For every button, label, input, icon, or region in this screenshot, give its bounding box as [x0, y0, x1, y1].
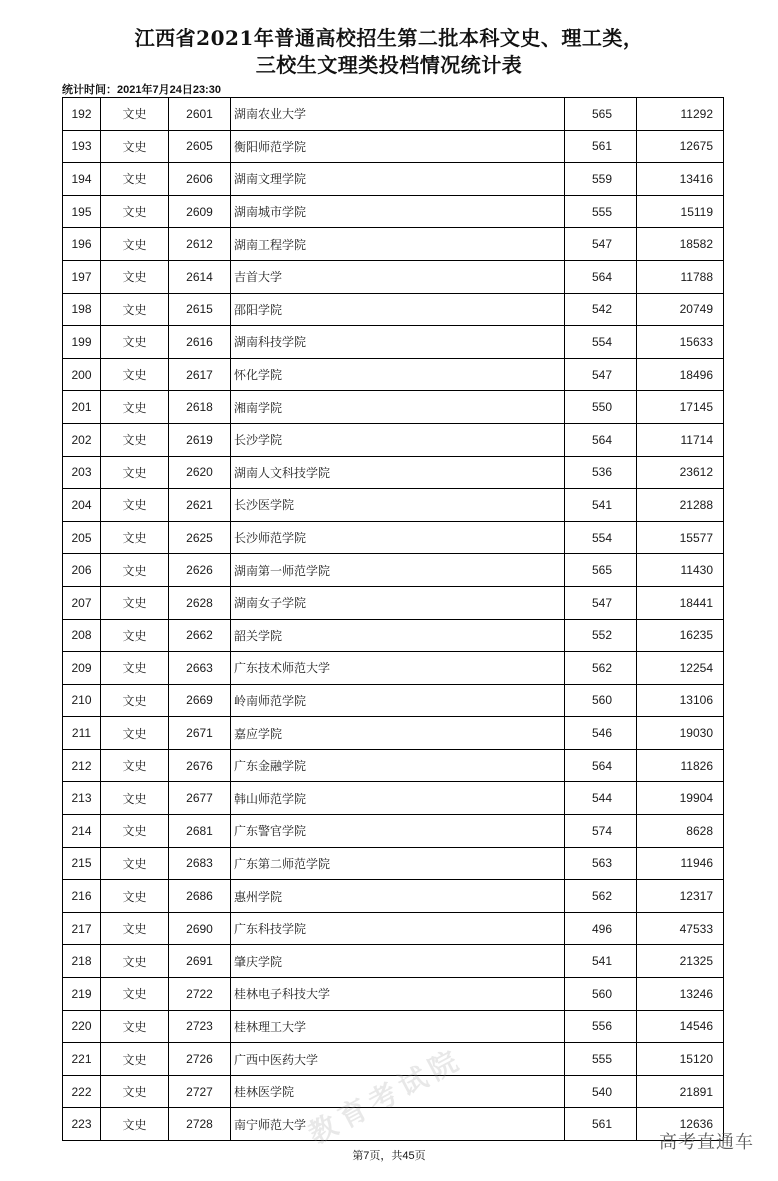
cell-min-score: 541 [565, 945, 637, 978]
cell-row-index: 197 [63, 260, 101, 293]
cell-min-score: 550 [565, 391, 637, 424]
cell-school-name: 惠州学院 [231, 880, 565, 913]
cell-school-code: 2662 [169, 619, 231, 652]
table-row [63, 423, 724, 456]
cell-min-score: 536 [565, 456, 637, 489]
cell-min-rank: 11292 [637, 98, 724, 131]
cell-row-index: 222 [63, 1075, 101, 1108]
cell-min-rank: 15633 [637, 326, 724, 359]
cell-min-score: 541 [565, 489, 637, 522]
cell-school-name: 湖南农业大学 [231, 98, 565, 131]
cell-school-name: 桂林电子科技大学 [231, 978, 565, 1011]
cell-row-index: 209 [63, 652, 101, 685]
cell-min-rank: 17145 [637, 391, 724, 424]
cell-row-index: 205 [63, 521, 101, 554]
cell-min-score: 546 [565, 717, 637, 750]
cell-category: 文史 [101, 391, 169, 424]
cell-category: 文史 [101, 749, 169, 782]
cell-school-name: 怀化学院 [231, 358, 565, 391]
cell-school-code: 2618 [169, 391, 231, 424]
cell-min-rank: 15119 [637, 195, 724, 228]
cell-min-rank: 11430 [637, 554, 724, 587]
cell-min-rank: 19904 [637, 782, 724, 815]
cell-min-rank: 16235 [637, 619, 724, 652]
cell-school-code: 2626 [169, 554, 231, 587]
cell-school-code: 2690 [169, 912, 231, 945]
cell-row-index: 199 [63, 326, 101, 359]
cell-min-rank: 12675 [637, 130, 724, 163]
cell-row-index: 201 [63, 391, 101, 424]
table-row [63, 163, 724, 196]
table-row [63, 456, 724, 489]
cell-min-score: 561 [565, 130, 637, 163]
cell-school-name: 韩山师范学院 [231, 782, 565, 815]
cell-min-score: 547 [565, 228, 637, 261]
cell-category: 文史 [101, 456, 169, 489]
cell-school-code: 2728 [169, 1108, 231, 1141]
cell-min-rank: 12317 [637, 880, 724, 913]
cell-school-code: 2621 [169, 489, 231, 522]
cell-school-name: 长沙医学院 [231, 489, 565, 522]
cell-school-code: 2605 [169, 130, 231, 163]
cell-row-index: 208 [63, 619, 101, 652]
cell-min-score: 560 [565, 978, 637, 1011]
table-row [63, 489, 724, 522]
cell-min-score: 544 [565, 782, 637, 815]
cell-category: 文史 [101, 782, 169, 815]
cell-category: 文史 [101, 130, 169, 163]
cell-school-code: 2601 [169, 98, 231, 131]
page-title-line2: 三校生文理类投档情况统计表 [255, 53, 523, 77]
cell-row-index: 193 [63, 130, 101, 163]
cell-min-rank: 19030 [637, 717, 724, 750]
cell-row-index: 218 [63, 945, 101, 978]
cell-min-rank: 18582 [637, 228, 724, 261]
cell-school-name: 韶关学院 [231, 619, 565, 652]
cell-school-code: 2722 [169, 978, 231, 1011]
cell-min-rank: 15120 [637, 1043, 724, 1076]
cell-school-name: 湖南女子学院 [231, 586, 565, 619]
table-row [63, 1010, 724, 1043]
cell-row-index: 215 [63, 847, 101, 880]
table-row [63, 815, 724, 848]
cell-min-score: 547 [565, 358, 637, 391]
cell-school-name: 广东警官学院 [231, 815, 565, 848]
table-row [63, 228, 724, 261]
cell-min-score: 564 [565, 749, 637, 782]
cell-school-code: 2681 [169, 815, 231, 848]
cell-category: 文史 [101, 880, 169, 913]
cell-row-index: 221 [63, 1043, 101, 1076]
cell-row-index: 200 [63, 358, 101, 391]
table-row [63, 945, 724, 978]
cell-category: 文史 [101, 619, 169, 652]
cell-min-score: 556 [565, 1010, 637, 1043]
cell-category: 文史 [101, 293, 169, 326]
cell-row-index: 195 [63, 195, 101, 228]
cell-school-name: 衡阳师范学院 [231, 130, 565, 163]
cell-min-score: 542 [565, 293, 637, 326]
cell-row-index: 210 [63, 684, 101, 717]
cell-school-name: 桂林医学院 [231, 1075, 565, 1108]
cell-row-index: 203 [63, 456, 101, 489]
cell-row-index: 196 [63, 228, 101, 261]
cell-min-rank: 11826 [637, 749, 724, 782]
table-body [63, 98, 724, 1141]
table-row [63, 652, 724, 685]
cell-row-index: 220 [63, 1010, 101, 1043]
cell-category: 文史 [101, 912, 169, 945]
cell-school-name: 嘉应学院 [231, 717, 565, 750]
cell-row-index: 217 [63, 912, 101, 945]
cell-row-index: 212 [63, 749, 101, 782]
page-number: 第7页，共45页 [352, 1150, 426, 1162]
cell-min-score: 562 [565, 880, 637, 913]
cell-row-index: 219 [63, 978, 101, 1011]
cell-min-score: 554 [565, 521, 637, 554]
cell-min-score: 560 [565, 684, 637, 717]
cell-min-rank: 12254 [637, 652, 724, 685]
cell-row-index: 192 [63, 98, 101, 131]
cell-row-index: 202 [63, 423, 101, 456]
cell-min-rank: 23612 [637, 456, 724, 489]
cell-min-score: 564 [565, 423, 637, 456]
cell-category: 文史 [101, 195, 169, 228]
table-row [63, 880, 724, 913]
cell-category: 文史 [101, 815, 169, 848]
cell-category: 文史 [101, 1075, 169, 1108]
cell-school-code: 2727 [169, 1075, 231, 1108]
cell-school-name: 长沙学院 [231, 423, 565, 456]
cell-category: 文史 [101, 945, 169, 978]
cell-min-rank: 21288 [637, 489, 724, 522]
table-row [63, 749, 724, 782]
cell-category: 文史 [101, 717, 169, 750]
cell-category: 文史 [101, 586, 169, 619]
cell-min-rank: 14546 [637, 1010, 724, 1043]
cell-school-name: 湖南工程学院 [231, 228, 565, 261]
cell-row-index: 204 [63, 489, 101, 522]
cell-school-name: 岭南师范学院 [231, 684, 565, 717]
cell-school-name: 吉首大学 [231, 260, 565, 293]
cell-category: 文史 [101, 554, 169, 587]
table-row [63, 782, 724, 815]
cell-category: 文史 [101, 684, 169, 717]
cell-category: 文史 [101, 652, 169, 685]
table-row [63, 130, 724, 163]
cell-category: 文史 [101, 358, 169, 391]
cell-row-index: 216 [63, 880, 101, 913]
brand-logo-text: 高考直通车 [659, 1132, 754, 1153]
cell-min-score: 540 [565, 1075, 637, 1108]
table-row [63, 978, 724, 1011]
cell-row-index: 194 [63, 163, 101, 196]
cell-school-code: 2617 [169, 358, 231, 391]
cell-min-rank: 15577 [637, 521, 724, 554]
cell-row-index: 206 [63, 554, 101, 587]
cell-min-rank: 11788 [637, 260, 724, 293]
cell-category: 文史 [101, 260, 169, 293]
cell-school-name: 广东第二师范学院 [231, 847, 565, 880]
cell-min-score: 565 [565, 554, 637, 587]
cell-category: 文史 [101, 847, 169, 880]
table-row [63, 358, 724, 391]
cell-category: 文史 [101, 423, 169, 456]
cell-school-name: 桂林理工大学 [231, 1010, 565, 1043]
cell-min-rank: 13416 [637, 163, 724, 196]
cell-category: 文史 [101, 326, 169, 359]
cell-min-rank: 21891 [637, 1075, 724, 1108]
cell-school-code: 2612 [169, 228, 231, 261]
table-row [63, 260, 724, 293]
cell-category: 文史 [101, 98, 169, 131]
cell-school-code: 2726 [169, 1043, 231, 1076]
table-row [63, 554, 724, 587]
table-row [63, 912, 724, 945]
cell-min-rank: 21325 [637, 945, 724, 978]
cell-min-rank: 13246 [637, 978, 724, 1011]
cell-category: 文史 [101, 1010, 169, 1043]
cell-school-name: 湖南城市学院 [231, 195, 565, 228]
cell-row-index: 207 [63, 586, 101, 619]
cell-school-code: 2683 [169, 847, 231, 880]
watermark: 教育考试院 [302, 1041, 469, 1151]
cell-school-name: 广东金融学院 [231, 749, 565, 782]
table-row [63, 293, 724, 326]
cell-school-name: 广东技术师范大学 [231, 652, 565, 685]
table-row [63, 847, 724, 880]
table-row [63, 717, 724, 750]
cell-min-score: 562 [565, 652, 637, 685]
cell-min-rank: 18441 [637, 586, 724, 619]
cell-school-code: 2691 [169, 945, 231, 978]
cell-min-rank: 13106 [637, 684, 724, 717]
cell-min-score: 565 [565, 98, 637, 131]
cell-school-name: 广东科技学院 [231, 912, 565, 945]
table-row [63, 684, 724, 717]
cell-school-name: 湖南科技学院 [231, 326, 565, 359]
cell-school-code: 2614 [169, 260, 231, 293]
cell-min-rank: 20749 [637, 293, 724, 326]
cell-school-code: 2609 [169, 195, 231, 228]
cell-min-score: 554 [565, 326, 637, 359]
cell-min-rank: 8628 [637, 815, 724, 848]
table-row [63, 619, 724, 652]
cell-row-index: 198 [63, 293, 101, 326]
cell-min-score: 547 [565, 586, 637, 619]
cell-min-score: 552 [565, 619, 637, 652]
cell-school-name: 广西中医药大学 [231, 1043, 565, 1076]
cell-school-name: 邵阳学院 [231, 293, 565, 326]
cell-min-rank: 47533 [637, 912, 724, 945]
cell-category: 文史 [101, 521, 169, 554]
cell-school-name: 长沙师范学院 [231, 521, 565, 554]
cell-row-index: 223 [63, 1108, 101, 1141]
cell-category: 文史 [101, 489, 169, 522]
table-row [63, 521, 724, 554]
cell-school-code: 2615 [169, 293, 231, 326]
cell-school-name: 湖南人文科技学院 [231, 456, 565, 489]
cell-school-code: 2671 [169, 717, 231, 750]
cell-category: 文史 [101, 163, 169, 196]
cell-school-code: 2669 [169, 684, 231, 717]
cell-category: 文史 [101, 1108, 169, 1141]
cell-school-code: 2723 [169, 1010, 231, 1043]
cell-school-name: 肇庆学院 [231, 945, 565, 978]
statistics-time: 统计时间：2021年7月24日23:30 [62, 84, 221, 96]
cell-school-code: 2628 [169, 586, 231, 619]
cell-school-name: 湘南学院 [231, 391, 565, 424]
table-row [63, 326, 724, 359]
cell-school-name: 湖南文理学院 [231, 163, 565, 196]
cell-min-score: 496 [565, 912, 637, 945]
table-row [63, 391, 724, 424]
cell-school-code: 2676 [169, 749, 231, 782]
cell-min-score: 561 [565, 1108, 637, 1141]
table-row [63, 586, 724, 619]
cell-school-code: 2625 [169, 521, 231, 554]
cell-min-rank: 18496 [637, 358, 724, 391]
page-title-line1: 江西省2021年普通高校招生第二批本科文史、理工类， [134, 26, 644, 50]
cell-min-rank: 11714 [637, 423, 724, 456]
cell-category: 文史 [101, 978, 169, 1011]
cell-school-name: 南宁师范大学 [231, 1108, 565, 1141]
table-row [63, 98, 724, 131]
cell-school-code: 2620 [169, 456, 231, 489]
cell-min-score: 555 [565, 1043, 637, 1076]
cell-category: 文史 [101, 1043, 169, 1076]
cell-min-rank: 12636 [637, 1108, 724, 1141]
cell-row-index: 214 [63, 815, 101, 848]
cell-school-code: 2677 [169, 782, 231, 815]
cell-school-code: 2606 [169, 163, 231, 196]
cell-row-index: 213 [63, 782, 101, 815]
cell-min-rank: 11946 [637, 847, 724, 880]
cell-row-index: 211 [63, 717, 101, 750]
cell-school-code: 2619 [169, 423, 231, 456]
cell-min-score: 564 [565, 260, 637, 293]
cell-category: 文史 [101, 228, 169, 261]
cell-min-score: 559 [565, 163, 637, 196]
cell-min-score: 574 [565, 815, 637, 848]
cell-school-code: 2686 [169, 880, 231, 913]
admission-table [62, 97, 724, 1141]
cell-school-name: 湖南第一师范学院 [231, 554, 565, 587]
cell-min-score: 555 [565, 195, 637, 228]
table-row [63, 195, 724, 228]
cell-min-score: 563 [565, 847, 637, 880]
cell-school-code: 2663 [169, 652, 231, 685]
cell-school-code: 2616 [169, 326, 231, 359]
